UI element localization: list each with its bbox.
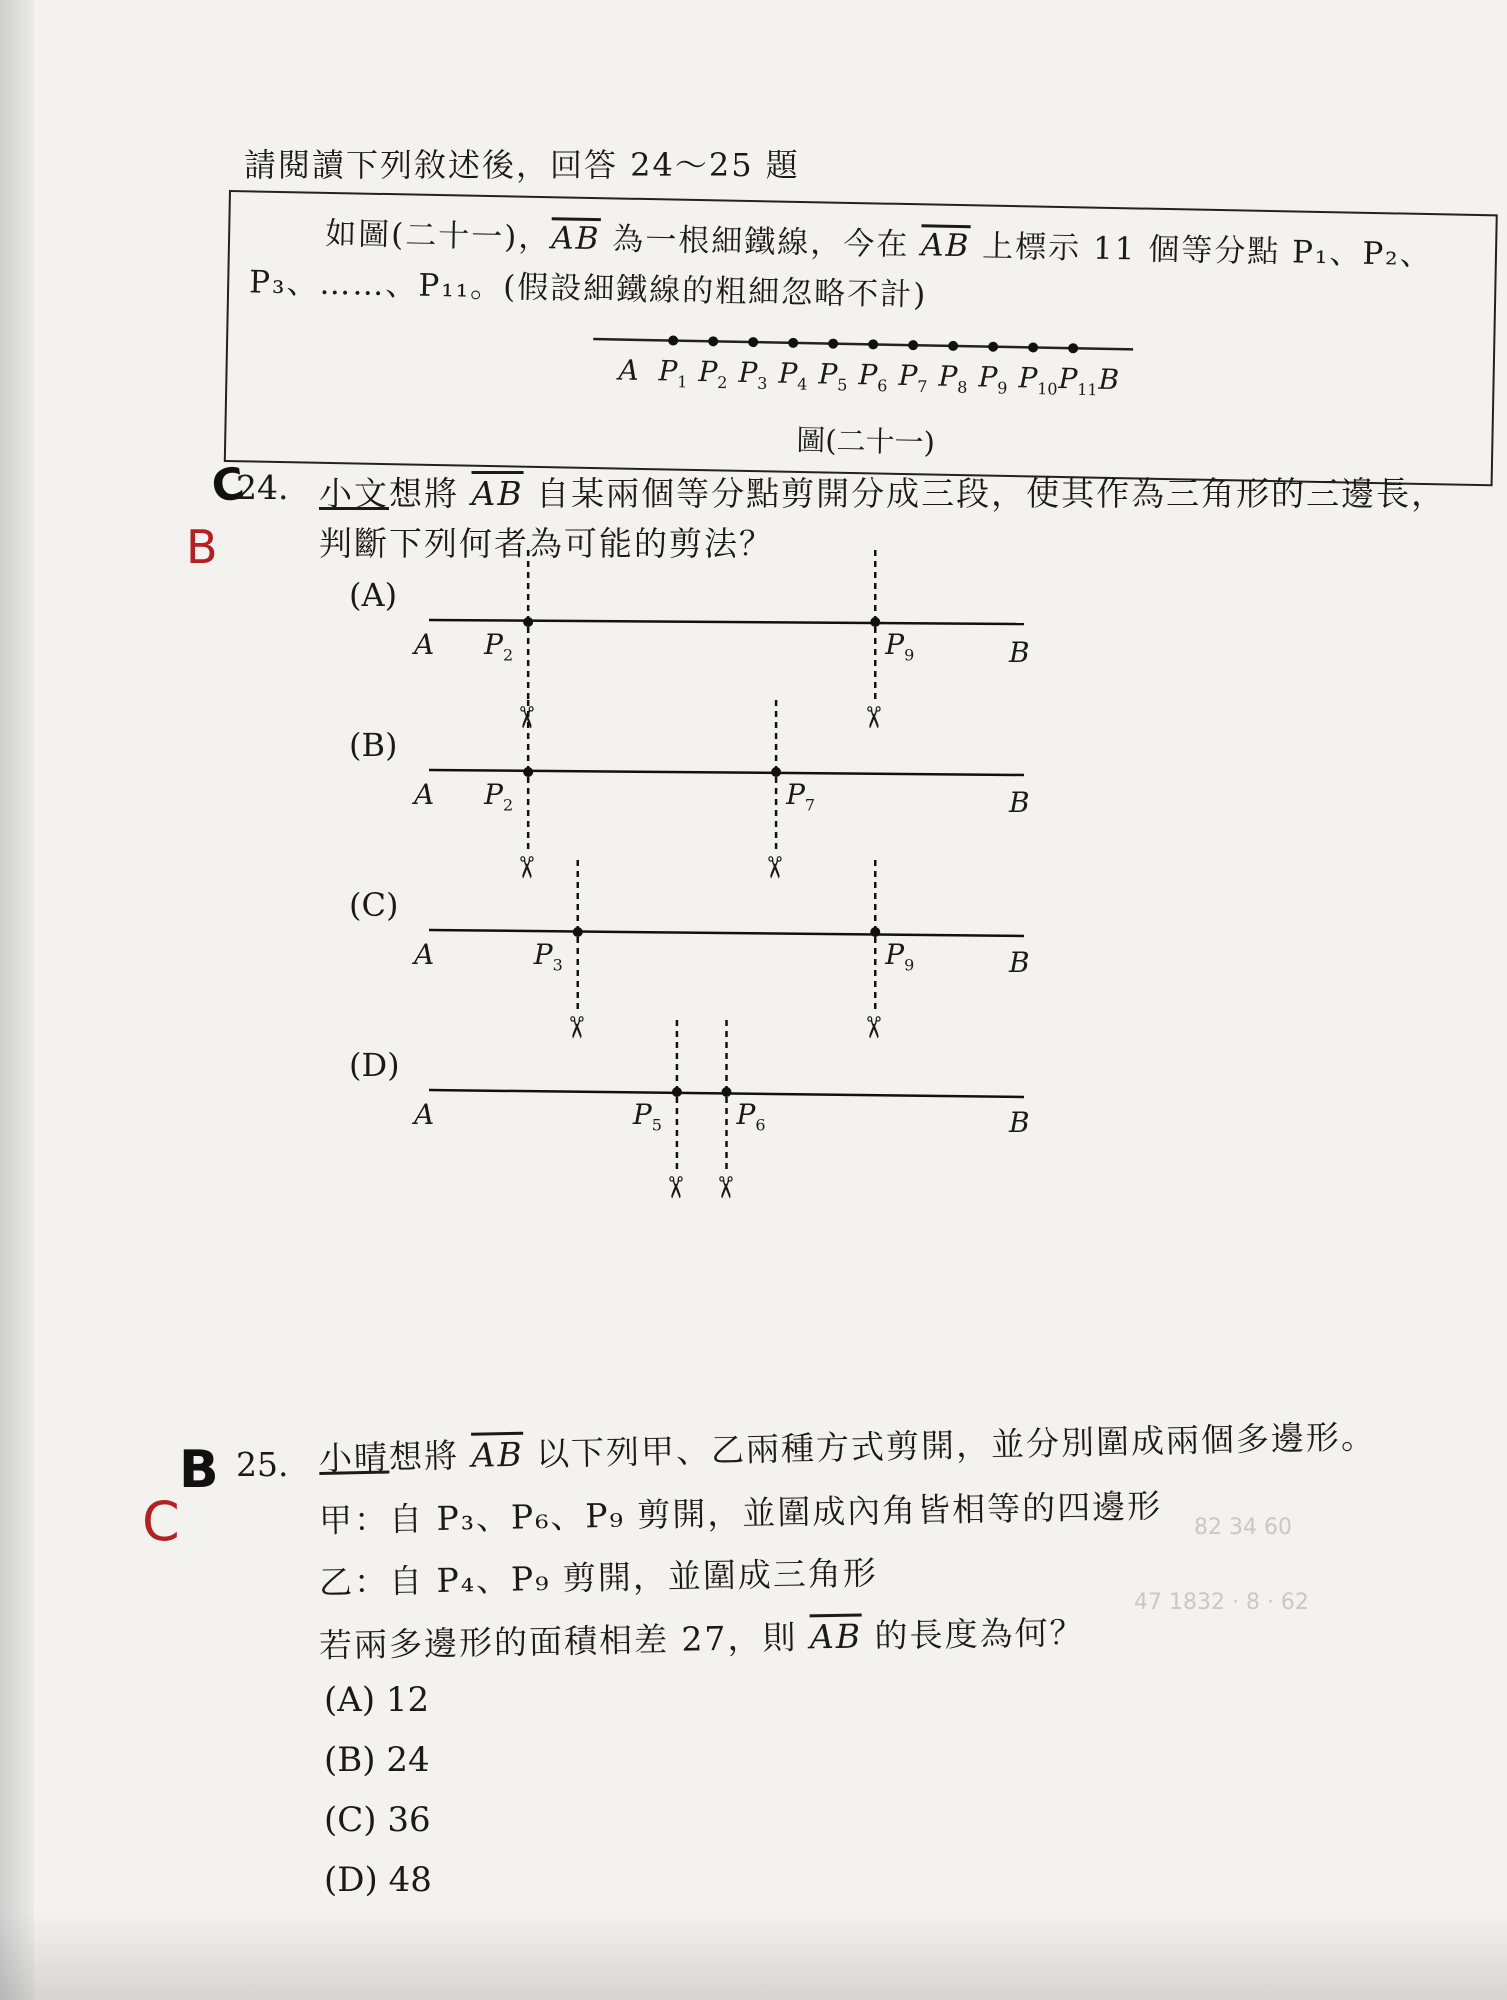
- point-label-p1: $P_1$: [658, 354, 688, 392]
- choice-b[interactable]: (B) 24: [324, 1740, 430, 1780]
- point-label-a: A: [618, 353, 640, 387]
- wire-line: [429, 770, 1024, 775]
- point-label-p6: $P_6$: [858, 358, 888, 396]
- division-point-p5: [828, 339, 838, 349]
- question-25-method-b: 乙：自 P₄、P₉ 剪開，並圍成三角形: [318, 1553, 879, 1602]
- cut-point-label-p2: $P_2$: [484, 778, 514, 815]
- wire-line: [429, 620, 1024, 624]
- exam-page: [34, 0, 1507, 2000]
- cut-point-label-p5: $P_5$: [632, 1098, 662, 1135]
- context-line-2: P₃、……、P₁₁。(假設細鐵線的粗細忽略不計): [248, 264, 928, 314]
- cut-point-p7: [771, 767, 781, 777]
- endpoint-b-label: B: [1009, 636, 1030, 669]
- option-label-a[interactable]: (A): [349, 576, 398, 614]
- point-label-b: B: [1098, 362, 1120, 397]
- endpoint-b-label: B: [1009, 1106, 1030, 1139]
- choice-a[interactable]: (A) 12: [324, 1680, 430, 1720]
- choice-c[interactable]: (C) 36: [324, 1800, 431, 1840]
- handwritten-red-answer-q25: C: [142, 1490, 180, 1553]
- scissors-icon: ✂: [855, 1014, 891, 1041]
- cut-point-p3: [573, 927, 583, 937]
- cut-point-p2: [523, 767, 533, 777]
- cut-point-label-p9: $P_9$: [885, 938, 915, 975]
- choice-d[interactable]: (D) 48: [324, 1860, 432, 1900]
- endpoint-a-label: A: [414, 1098, 435, 1131]
- point-label-p5: $P_5$: [818, 357, 848, 395]
- question-24-text-line-2: 判斷下列何者為可能的剪法？: [319, 524, 774, 563]
- point-label-p4: $P_4$: [778, 356, 808, 394]
- cut-point-p2: [523, 617, 533, 627]
- bleed-through-scribble: 82 34 60: [1194, 1515, 1292, 1540]
- photo-shadow: [0, 1910, 1507, 2000]
- cut-point-p6: [722, 1087, 732, 1097]
- division-point-p8: [948, 341, 958, 351]
- endpoint-a-label: A: [414, 938, 435, 971]
- question-25-text-line-1: 小晴想將 $\overline{AB}$ 以下列甲、乙兩種方式剪開，並分別圍成兩個多邊形。: [318, 1416, 1377, 1478]
- option-label-c[interactable]: (C): [349, 886, 399, 924]
- division-point-p7: [908, 340, 918, 350]
- page-binding-edge: [0, 0, 34, 2000]
- cut-point-p5: [672, 1087, 682, 1097]
- scissors-icon: ✂: [508, 704, 544, 731]
- bleed-through-scribble-2: 47 1832 · 8 · 62: [1134, 1590, 1309, 1615]
- point-label-p7: $P_7$: [898, 358, 928, 397]
- cut-point-label-p3: $P_3$: [533, 938, 563, 975]
- point-label-p10: $P_{10}$: [1018, 361, 1058, 399]
- endpoint-b-label: B: [1009, 946, 1030, 979]
- division-point-p4: [788, 338, 798, 348]
- option-label-b[interactable]: (B): [349, 726, 398, 764]
- question-25-prompt: 若兩多邊形的面積相差 27，則 $\overline{AB}$ 的長度為何？: [318, 1612, 1085, 1665]
- scissors-icon: ✂: [508, 854, 544, 881]
- point-label-p3: $P_3$: [738, 355, 768, 393]
- option-label-d[interactable]: (D): [349, 1046, 400, 1084]
- cut-point-label-p6: $P_6$: [736, 1098, 766, 1135]
- cut-point-label-p9: $P_9$: [885, 628, 915, 665]
- handwritten-mark-q25: B: [179, 1440, 219, 1500]
- endpoint-a-label: A: [414, 778, 435, 811]
- cut-point-p9: [870, 927, 880, 937]
- scissors-icon: ✂: [706, 1174, 742, 1201]
- endpoint-a-label: A: [414, 628, 435, 661]
- point-label-p2: $P_2$: [698, 355, 728, 393]
- question-number-24: 24.: [236, 468, 289, 507]
- handwritten-red-answer-q24: B: [186, 520, 218, 574]
- cut-point-label-p7: $P_7$: [786, 778, 816, 815]
- scissors-icon: ✂: [756, 854, 792, 881]
- instruction-heading: 請閱讀下列敘述後，回答 24～25 題: [244, 146, 800, 184]
- division-point-p9: [988, 342, 998, 352]
- cut-point-p9: [870, 617, 880, 627]
- context-line-1: 如圖(二十一)，$\overline{AB}$ 為一根細鐵線，今在 $\overline{AB}$ 上標示 11 個等分點 P₁、P₂、: [324, 215, 1434, 274]
- question-25-method-a: 甲：自 P₃、P₆、P₉ 剪開，並圍成內角皆相等的四邊形: [318, 1486, 1163, 1540]
- question-number-25: 25.: [236, 1445, 289, 1484]
- figure-caption: 圖(二十一): [795, 422, 936, 460]
- point-label-p11: $P_{11}$: [1058, 361, 1098, 400]
- cut-diagram-d: [34, 1020, 1507, 1220]
- scissors-icon: ✂: [557, 1014, 593, 1041]
- question-24-text-line-1: 小文想將 $\overline{AB}$ 自某兩個等分點剪開分成三段，使其作為三角形的三邊長，: [319, 474, 1447, 513]
- division-point-p1: [668, 335, 678, 345]
- cut-point-label-p2: $P_2$: [484, 628, 514, 665]
- wire-line: [429, 930, 1024, 936]
- division-point-p3: [748, 337, 758, 347]
- division-point-p11: [1068, 343, 1078, 353]
- endpoint-b-label: B: [1009, 786, 1030, 819]
- scissors-icon: ✂: [656, 1174, 692, 1201]
- division-point-p6: [868, 339, 878, 349]
- context-box: [224, 190, 1498, 486]
- division-point-p10: [1028, 342, 1038, 352]
- point-label-p9: $P_9$: [978, 360, 1008, 398]
- scissors-icon: ✂: [855, 704, 891, 731]
- division-point-p2: [708, 336, 718, 346]
- handwritten-mark-q24: C: [208, 458, 248, 513]
- point-label-p8: $P_8$: [938, 359, 968, 397]
